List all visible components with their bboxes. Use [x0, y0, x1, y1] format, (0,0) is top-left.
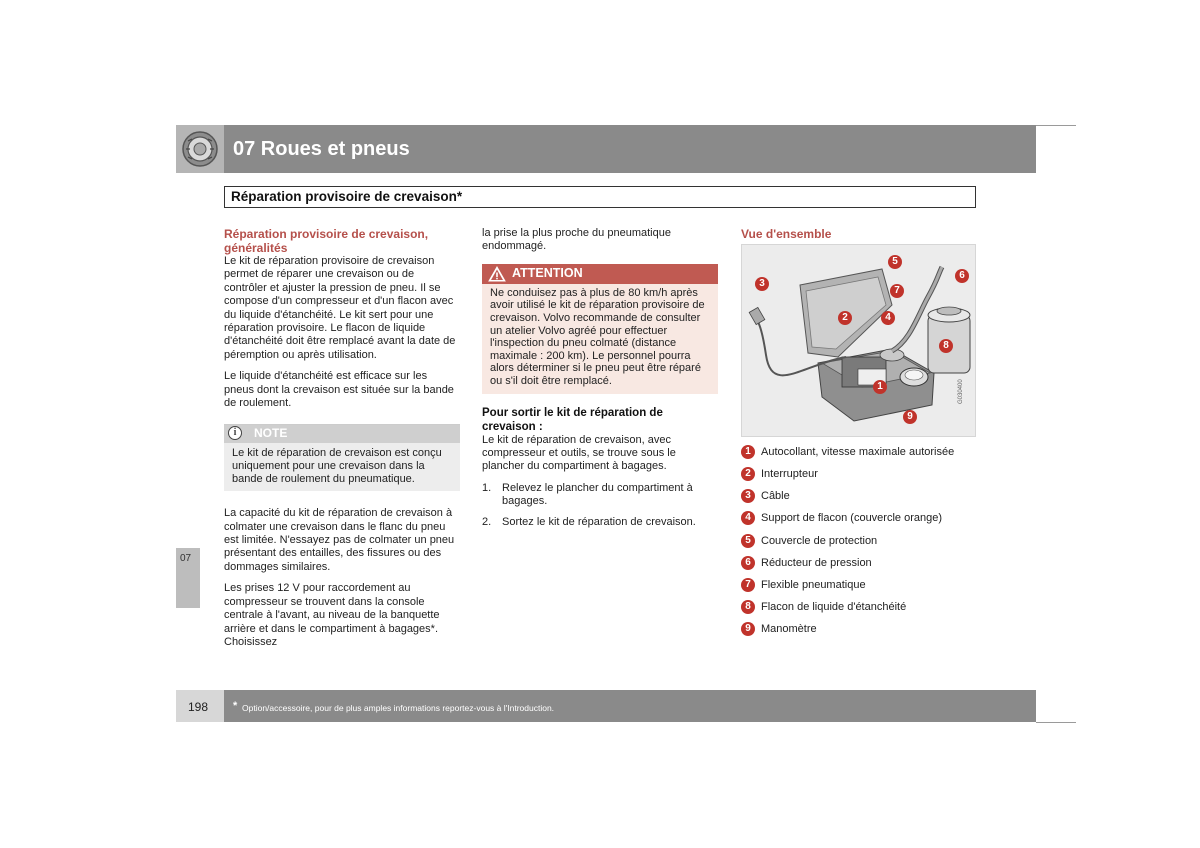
paragraph: la prise la plus proche du pneumatique endommagé.	[482, 227, 671, 253]
list-item	[482, 482, 718, 509]
note-text: Le kit de réparation de crevaison est conçu uniquement pour une crevaison dans la bande de roulement du pneumatique.	[224, 443, 460, 491]
page-number: 198	[188, 700, 209, 714]
callout-badge: 4	[881, 311, 895, 325]
chapter-icon-box	[176, 125, 224, 173]
note-label: NOTE	[254, 426, 288, 441]
note-header	[224, 425, 460, 443]
legend-badge: 6	[741, 556, 755, 570]
footnote-text: Option/accessoire, pour de plus amples informations reportez-vous à l'Introduction.	[242, 703, 555, 713]
attention-label: ATTENTION	[512, 265, 583, 280]
legend-text: Support de flacon (couvercle orange)	[761, 512, 942, 524]
info-icon: i	[228, 426, 242, 440]
legend-badge: 8	[741, 600, 755, 614]
column-2	[482, 227, 718, 536]
attention-text: Ne conduisez pas à plus de 80 km/h après avoir utilisé le kit de réparation provisoire de crevaison. Volvo recommande de consulter un atelier Volvo agréé pour effectuer l'inspection du pneu colmaté (distance maximale : 200 km). Le personnel pourra alors déterminer si le pneu peut être réparé ou s'il doit être remplacé.	[482, 284, 718, 394]
column-3	[741, 227, 977, 241]
legend-text: Couvercle de protection	[761, 535, 878, 547]
callout-badge: 6	[955, 269, 969, 283]
column-1	[224, 227, 460, 657]
legend-text: Réducteur de pression	[761, 557, 872, 569]
legend-text: Interrupteur	[761, 468, 818, 480]
step-number: 2.	[482, 515, 492, 528]
callout-badge: 9	[903, 410, 917, 424]
paragraph: Les prises 12 V pour raccordement au compresseur se trouvent dans la console centrale à l'avant, au niveau de la banquette arrière et dans le compartiment à bagages*. Choisissez	[224, 582, 440, 648]
legend-text: Manomètre	[761, 623, 817, 635]
legend-badge: 9	[741, 622, 755, 636]
side-chapter-number: 07	[180, 553, 192, 564]
callout-badge: 3	[755, 277, 769, 291]
attention-header	[482, 264, 718, 284]
attention-box	[482, 264, 718, 394]
step-text: Relevez le plancher du compartiment à bagages.	[502, 481, 693, 508]
header-rule	[1036, 125, 1076, 126]
paragraph: Le liquide d'étanchéité est efficace sur les pneus dont la crevaison est située sur la bande de roulement.	[224, 370, 454, 410]
section-heading: Réparation provisoire de crevaison, généralités	[224, 227, 429, 255]
legend-badge: 5	[741, 534, 755, 548]
legend-text: Flexible pneumatique	[761, 579, 866, 591]
paragraph: Le kit de réparation provisoire de crevaison permet de réparer une crevaison ou de contrôler et ajuster la pression de pneu. Il se compose d'un compresseur et d'un flacon avec du liquide d'étanchéité. Le kit sert pour une réparation provisoire. Le flacon de liquide d'étanchéité doit être remplacé avant la date de péremption ou après utilisation.	[224, 255, 456, 361]
step-number: 1.	[482, 481, 492, 494]
step-text: Sortez le kit de réparation de crevaison.	[502, 515, 696, 528]
legend-text: Flacon de liquide d'étanchéité	[761, 601, 907, 613]
footer-rule	[1036, 722, 1076, 723]
chapter-title: 07 Roues et pneus	[233, 138, 410, 160]
paragraph: La capacité du kit de réparation de crevaison à colmater une crevaison dans le flanc du pneu est limitée. N'essayez pas de colmater un pneu présentant des entailles, des fissures ou des dommages similaires.	[224, 507, 455, 573]
legend-badge: 4	[741, 511, 755, 525]
tire-icon	[176, 125, 224, 173]
overview-heading: Vue d'ensemble	[741, 227, 832, 241]
callout-badge: 8	[939, 339, 953, 353]
section-title: Réparation provisoire de crevaison*	[231, 189, 463, 204]
legend-badge: 2	[741, 467, 755, 481]
footnote-star: *	[233, 700, 238, 712]
paragraph: Le kit de réparation de crevaison, avec compresseur et outils, se trouve sous le plancher du compartiment à bagages.	[482, 433, 676, 473]
legend-text: Autocollant, vitesse maximale autorisée	[761, 446, 955, 458]
subheading: Pour sortir le kit de réparation de crevaison :	[482, 406, 663, 433]
legend-badge: 3	[741, 489, 755, 503]
legend-text: Câble	[761, 490, 790, 502]
figure-code: G030400	[958, 379, 964, 404]
callout-badge: 7	[890, 284, 904, 298]
steps-list	[482, 482, 718, 529]
callout-badge: 2	[838, 311, 852, 325]
legend-badge: 7	[741, 578, 755, 592]
legend-badge: 1	[741, 445, 755, 459]
callout-badge: 5	[888, 255, 902, 269]
list-item	[482, 516, 718, 529]
callout-badge: 1	[873, 380, 887, 394]
warning-triangle-icon	[488, 266, 506, 282]
note-box	[224, 424, 460, 491]
